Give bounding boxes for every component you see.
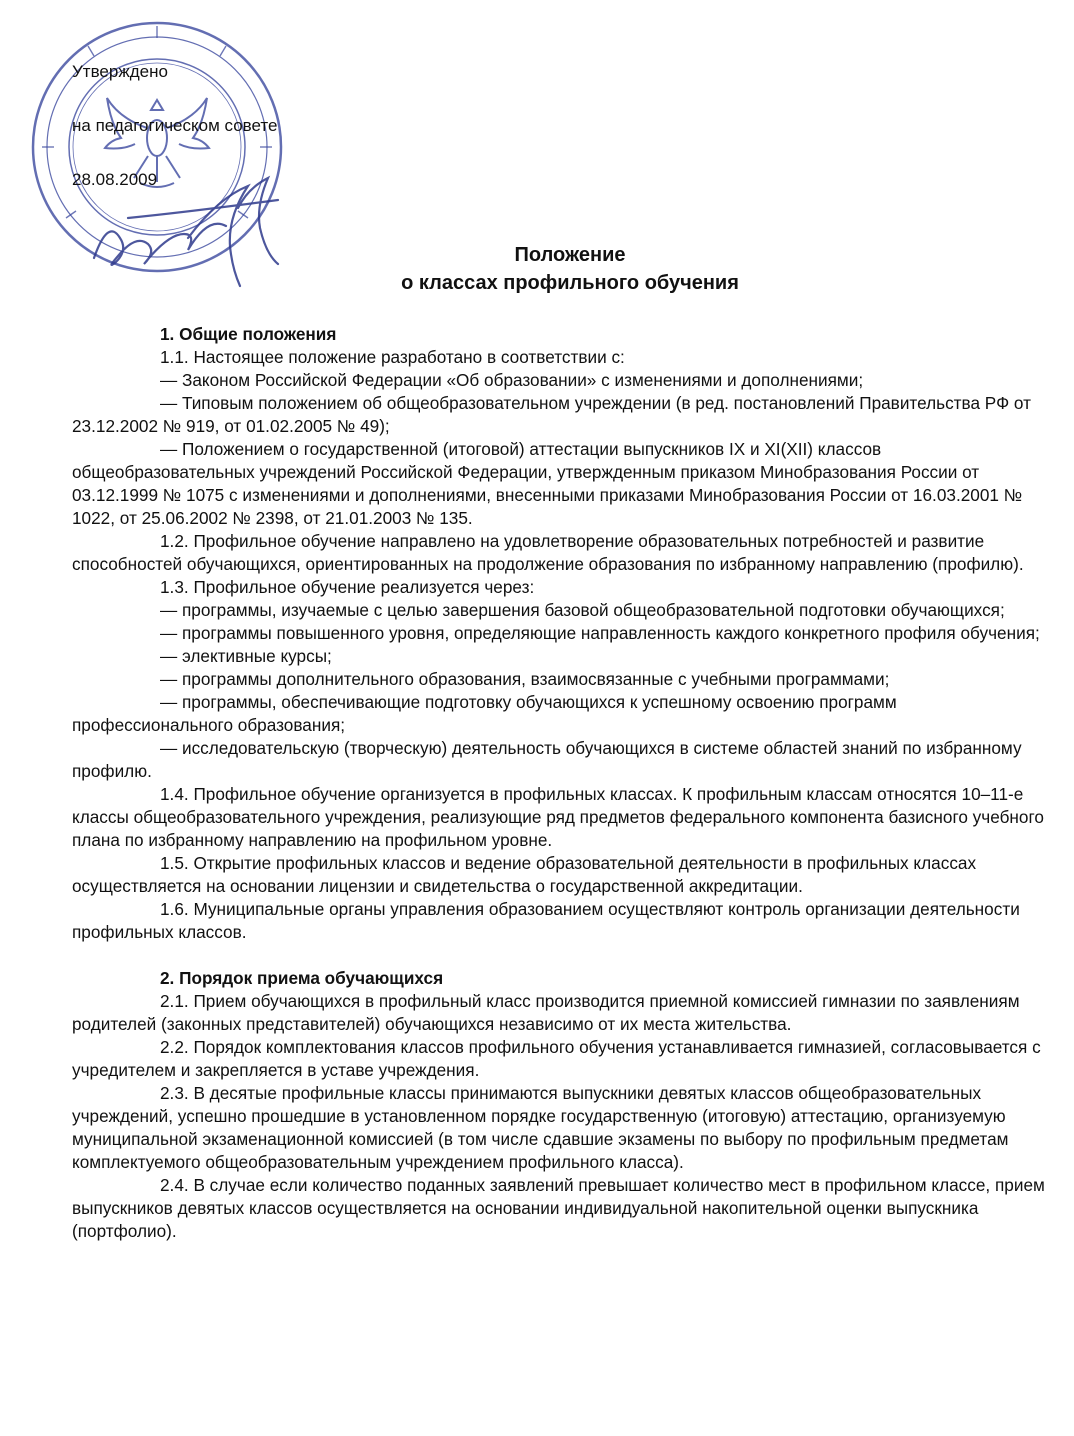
document-title xyxy=(0,241,1074,297)
paragraph: — программы, изучаемые с целью завершения базовой общеобразовательной подготовки обучающихся; xyxy=(160,600,1005,620)
section-gap xyxy=(72,944,1052,967)
paragraph: — программы, обеспечивающие подготовку обучающихся к успешному освоению программ профессионального образования; xyxy=(72,692,897,735)
document-title-line1: Положение xyxy=(514,244,626,266)
paragraph: 1.5. Открытие профильных классов и ведение образовательной деятельности в профильных классах осуществляется на основании лицензии и свидетельства о государственной аккредитации. xyxy=(72,853,977,896)
paragraph: 2.1. Прием обучающихся в профильный класс производится приемной комиссией гимназии по заявлениям родителей (законных представителей) обучающихся независимо от их места жительства. xyxy=(72,991,1020,1034)
paragraph: — программы повышенного уровня, определяющие направленность каждого конкретного профиля обучения; xyxy=(160,623,1040,643)
paragraph: 2.4. В случае если количество поданных заявлений превышает количество мест в профильном классе, прием выпускников девятых классов осуществляется на основании индивидуальной накопительной оценки выпускника (портфолио). xyxy=(72,1175,1045,1241)
paragraph: — программы дополнительного образования, взаимосвязанные с учебными программами; xyxy=(160,669,890,689)
document-body xyxy=(72,323,1052,1243)
paragraph: — элективные курсы; xyxy=(160,646,332,666)
approval-block xyxy=(72,60,277,222)
paragraph: 1.2. Профильное обучение направлено на удовлетворение образовательных потребностей и развитие способностей обучающихся, ориентированных на продолжение образования по избранному направлению (профилю). xyxy=(72,531,1024,574)
paragraph: — Законом Российской Федерации «Об образовании» с изменениями и дополнениями; xyxy=(160,370,864,390)
paragraph: 1.3. Профильное обучение реализуется через: xyxy=(160,577,535,597)
paragraph: 2.2. Порядок комплектования классов профильного обучения устанавливается гимназией, согласовывается с учредителем и закрепляется в уставе учреждения. xyxy=(72,1037,1041,1080)
approval-body: на педагогическом совете xyxy=(72,116,278,135)
paragraph: 1.1. Настоящее положение разработано в соответствии с: xyxy=(160,347,625,367)
paragraph: — Типовым положением об общеобразовательном учреждении (в ред. постановлений Правительства РФ от 23.12.2002 № 919, от 01.02.2005 № 49); xyxy=(72,393,1031,436)
paragraph: 1.6. Муниципальные органы управления образованием осуществляют контроль организации деятельности профильных классов. xyxy=(72,899,1020,942)
paragraph: 1.4. Профильное обучение организуется в профильных классах. К профильным классам относятся 10–11-е классы общеобразовательного учреждения, реализующие ряд предметов федерального компонента базисного учебного плана по избранному направлению на профильном уровне. xyxy=(72,784,1044,850)
document-title-line2: о классах профильного обучения xyxy=(401,272,739,294)
paragraph: 2.3. В десятые профильные классы принимаются выпускники девятых классов общеобразовательных учреждений, успешно прошедшие в установленном порядке государственную (итоговую) аттестацию, организуемую муниципальной экзаменационной комиссией (в том числе сдавшие экзамены по выбору по профильным предметам комплектуемого общеобразовательным учреждением профильного класса). xyxy=(72,1083,1009,1172)
paragraph: — исследовательскую (творческую) деятельность обучающихся в системе областей знаний по избранному профилю. xyxy=(72,738,1022,781)
paragraph: — Положением о государственной (итоговой) аттестации выпускников IX и XI(XII) классов общеобразовательных учреждений Российской Федерации, утвержденным приказом Минобразования России от 03.12.1999 № 1075 с изменениями и дополнениями, внесенными приказами Минобразования России от 16.03.2001 № 1022, от 25.06.2002 № 2398, от 21.01.2003 № 135. xyxy=(72,439,1023,528)
approval-date: 28.08.2009 xyxy=(72,170,158,189)
section-heading: 1. Общие положения xyxy=(160,324,337,344)
section-heading: 2. Порядок приема обучающихся xyxy=(160,968,444,988)
approval-status: Утверждено xyxy=(72,62,168,81)
